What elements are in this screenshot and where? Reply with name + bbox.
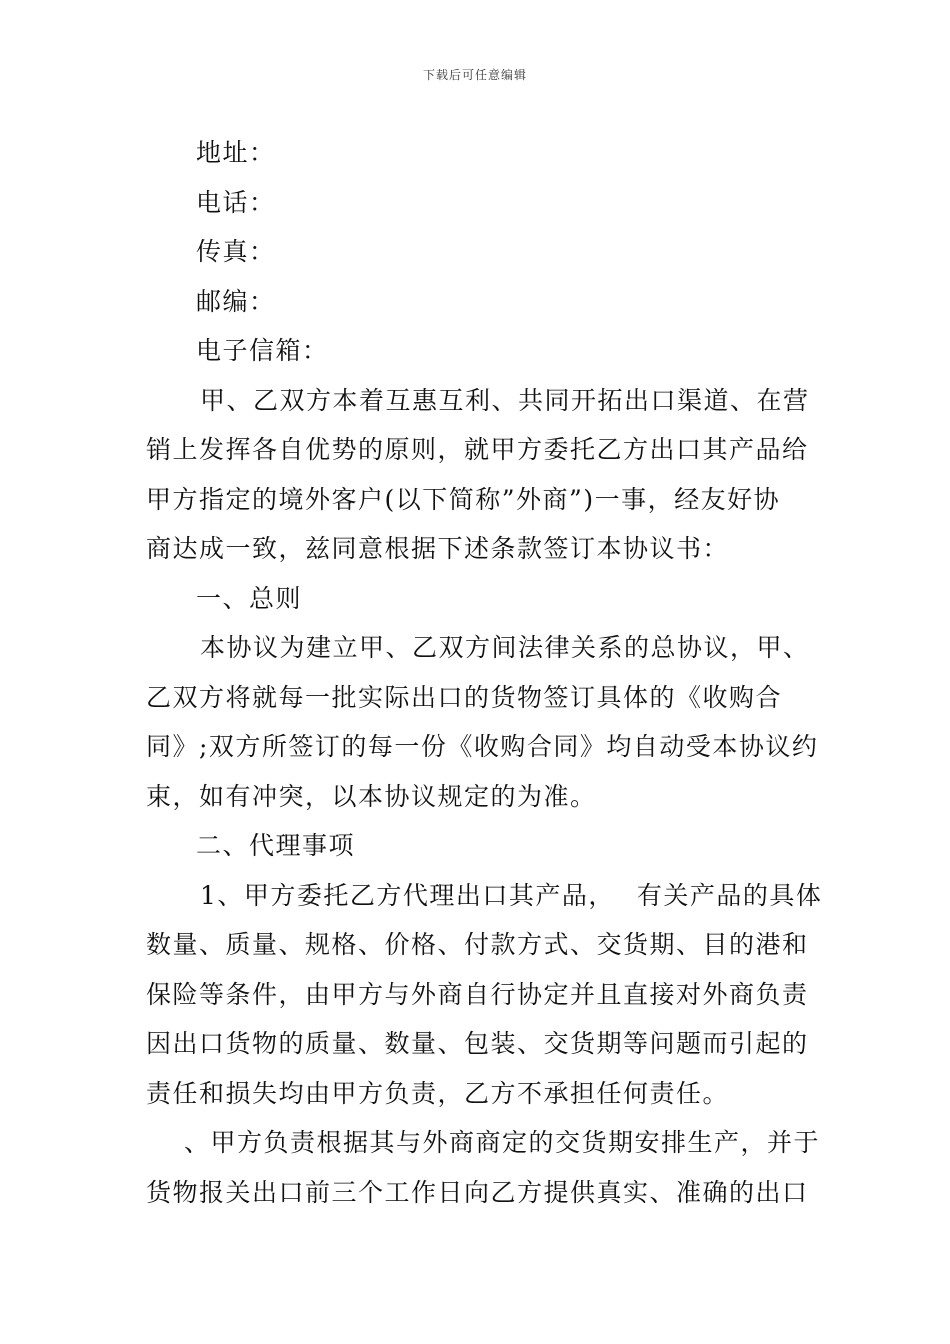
agency-item1-first-line	[146, 871, 823, 921]
intro-line: 甲、乙双方本着互惠互利、共同开拓出口渠道、在营	[200, 385, 810, 415]
agency-item1-line: 责任和损失均由甲方负责，乙方不承担任何责任。	[146, 1078, 730, 1108]
agency-item1-second-part: 有关产品的具体	[636, 880, 823, 910]
agency-item2-line: 货物报关出口前三个工作日向乙方提供真实、准确的出口	[146, 1177, 809, 1207]
agency-item1-line: 保险等条件，由甲方与外商自行协定并且直接对外商负责	[146, 979, 809, 1009]
section-heading-general: 一、总则	[196, 583, 303, 613]
contact-postcode: 邮编：	[196, 286, 276, 316]
agency-item1-line: 因出口货物的质量、数量、包装、交货期等问题而引起的	[146, 1029, 809, 1058]
section-general-line: 束，如有冲突，以本协议规定的为准。	[146, 781, 597, 811]
intro-line: 销上发挥各自优势的原则，就甲方委托乙方出口其产品给	[146, 435, 809, 464]
header-note: 下载后可任意编辑	[422, 68, 527, 82]
contact-email: 电子信箱：	[196, 336, 329, 365]
agency-item1-first-part: 1、甲方委托乙方代理出口其产品，	[200, 880, 615, 910]
agency-item1-line: 数量、质量、规格、价格、付款方式、交货期、目的港和	[146, 930, 809, 959]
contact-phone: 电话：	[196, 187, 276, 217]
section-general-line: 乙双方将就每一批实际出口的货物签订具体的《收购合	[146, 682, 783, 712]
intro-line: 商达成一致，兹同意根据下述条款签订本协议书：	[146, 534, 730, 563]
section-heading-agency: 二、代理事项	[196, 831, 356, 860]
section-general-line: 本协议为建立甲、乙双方间法律关系的总协议，甲、	[200, 633, 810, 662]
contact-address: 地址：	[196, 138, 276, 167]
agency-item2-line: 、甲方负责根据其与外商商定的交货期安排生产，并于	[184, 1128, 821, 1157]
document-body	[146, 128, 823, 1217]
contact-fax: 传真：	[196, 237, 276, 266]
section-general-line: 同》;双方所签订的每一份《收购合同》均自动受本协议约	[146, 732, 819, 761]
intro-line: 甲方指定的境外客户(以下简称”外商”)一事，经友好协	[146, 484, 781, 514]
